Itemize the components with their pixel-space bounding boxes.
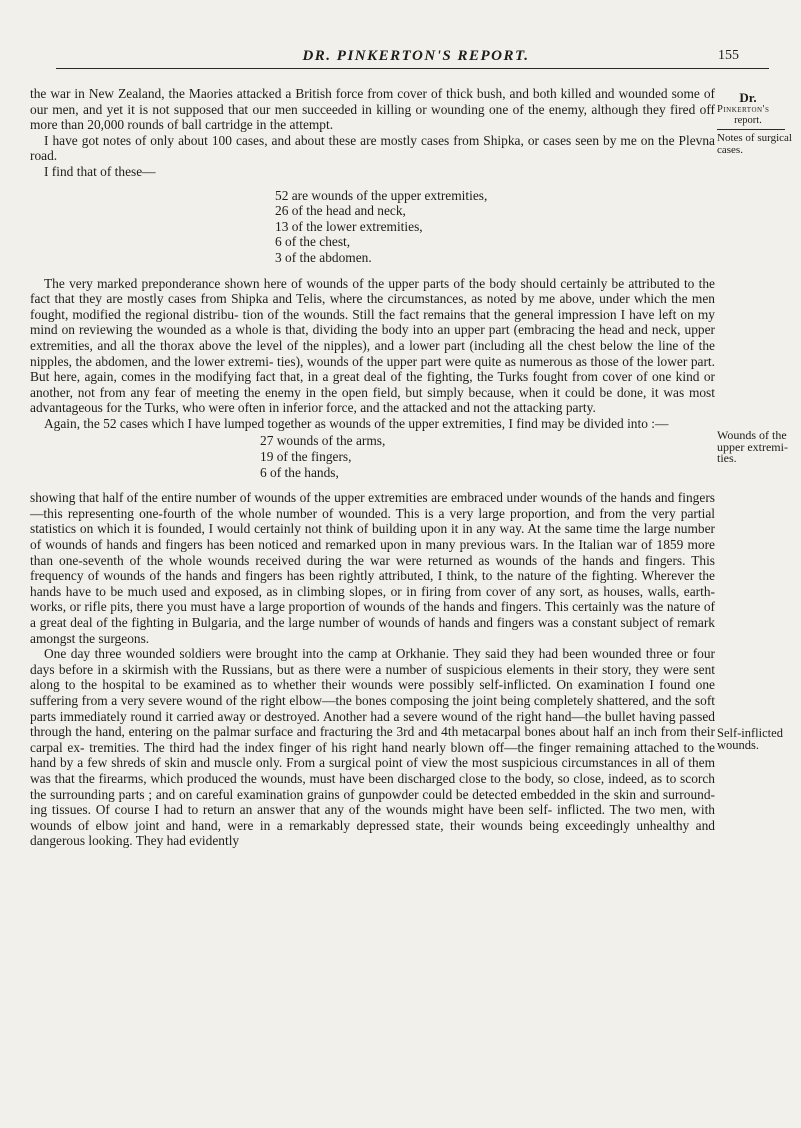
list-item: 52 are wounds of the upper extremities, <box>275 187 488 203</box>
margin-note-dr: Dr. <box>739 90 757 105</box>
paragraph: The very marked preponderance shown here of wounds of the upper parts of the body should certainly be attributed to the fact that they are mostly cases from Shipka and Telis, where the circumstances, as noted by me above, under which the men fought, modified the regional distribu- tion of the wounds. Still the fact remains that the general impression I have left on my mind on reviewing the wounded as a whole is that, dividing the body into an upper part (embracing the head and neck, upper extremities, and all the thorax above the level of the nipples), and a lower part (including all the chest below the line of the nipples, the abdomen, and the lower extremi- ties), wounds of the upper part were quite as numerous as those of the lower part. But here, again, comes in the modifying fact that, in a great deal of the fighting, the Turks fought from cover of one kind or another, not from any fear of meeting the enemy in the open field, but simply because, when it could be done, it was most advantageous for the Turks, who were often in inferior force, and the attacked and not the attacking party. <box>30 275 715 416</box>
list-item: 26 of the head and neck, <box>275 203 406 219</box>
margin-note-rule <box>717 129 785 130</box>
paragraph: showing that half of the entire number of wounds of the upper extremities are embraced under wounds of the hands and fingers—this representing one-fourth of the whole number of wounded. This is a very large proportion, and from the very partial statistics on which it is founded, I would certainly not think of building upon it in any way. At the same time the large number of wounds of hands and fingers has been noticed and remarked upon in many previous wars. In the Italian war of 1859 more than one-seventh of the whole wounds received during the war were returned as wounds of the hands and fingers. This frequency of wounds of the hands and fingers has been rightly attributed, I think, to the nature of the fighting. Wherever the hands have to be much used and exposed, as in climbing slopes, or in firing from cover of any sort, as houses, walls, earth- works, or rifle pits, there you must have a large proportion of wounds of the hands and fingers. This certainly was the nature of a great deal of the fighting in Bulgaria, and the large number of wounds of hands and fingers was a constant subject of remark amongst the surgeons. <box>30 490 715 646</box>
paragraph: the war in New Zealand, the Maories attacked a British force from cover of thick bush, and both killed and wounded some of our men, and yet it is not supposed that our men succeeded in killing or wounding one of the enemy, although they fired off more than 20,000 rounds of ball cartridge in the attempt. <box>30 86 715 133</box>
paragraph: Again, the 52 cases which I have lumped together as wounds of the upper extremities, I find may be divided into :— <box>44 415 669 431</box>
margin-note-pinkerton: Pinkerton's <box>717 103 770 115</box>
margin-note-notes: Notes of surgical cases. <box>717 132 792 156</box>
list-item: 6 of the hands, <box>260 464 339 480</box>
upper-extremity-list <box>260 433 715 480</box>
main-text <box>30 86 715 849</box>
list-item: 3 of the abdomen. <box>275 249 372 265</box>
margin-note-wounds-upper: Wounds of the upper extremi- ties. <box>717 428 788 465</box>
header-rule <box>56 68 769 69</box>
paragraph: I have got notes of only about 100 cases, and about these are mostly cases from Shipka, or cases seen by me on the Plevna road. <box>30 132 715 164</box>
page-header <box>56 48 769 70</box>
margin-note-source <box>717 92 799 130</box>
margin-note-self-inflicted: Self-inflicted wounds. <box>717 726 783 752</box>
page-number: 155 <box>718 48 739 63</box>
paragraph: One day three wounded soldiers were brought into the camp at Orkhanie. They said they had been wounded three or four days before in a skirmish with the Russians, but as there were a number of suspicious elements in their story, they were sent along to the hospital to be examined as to whether their wounds were possibly self-inflicted. On examination I found one suffering from a very severe wound of the right elbow—the bones composing the joint being completely shattered, and the soft parts immediately round it carried away or destroyed. Another had a severe wound of the right hand—the bullet having passed through the hand, entering on the palmar surface and fracturing the 3rd and 4th metacarpal bones about half an inch from their carpal ex- tremities. The third had the index finger of his right hand nearly blown off—the finger remaining attached to the hand by a few shreds of skin and muscle only. From a surgical point of view the most suspicious circumstances in all of them was that the firearms, which produced the wounds, must have been discharged close to the body, so close, indeed, as to scorch the surrounding parts ; and on careful examination grains of gunpowder could be detected embedded in the skin and surround- ing tissues. Of course I had to return an answer that any of the wounds might have been self- inflicted. The two men, with wounds of elbow joint and hand, were in a remarkably depressed state, their wounds being exceedingly unhealthy and dangerous looking. They had evidently <box>30 646 715 849</box>
list-item: 27 wounds of the arms, <box>260 433 386 449</box>
list-item: 6 of the chest, <box>275 234 351 250</box>
list-item: 13 of the lower extremities, <box>275 218 423 234</box>
margin-note-report: report. <box>734 115 762 126</box>
wound-region-list <box>275 188 715 266</box>
list-item: 19 of the fingers, <box>260 449 352 465</box>
running-title: DR. PINKERTON'S REPORT. <box>302 48 530 64</box>
paragraph: I find that of these— <box>44 163 156 179</box>
